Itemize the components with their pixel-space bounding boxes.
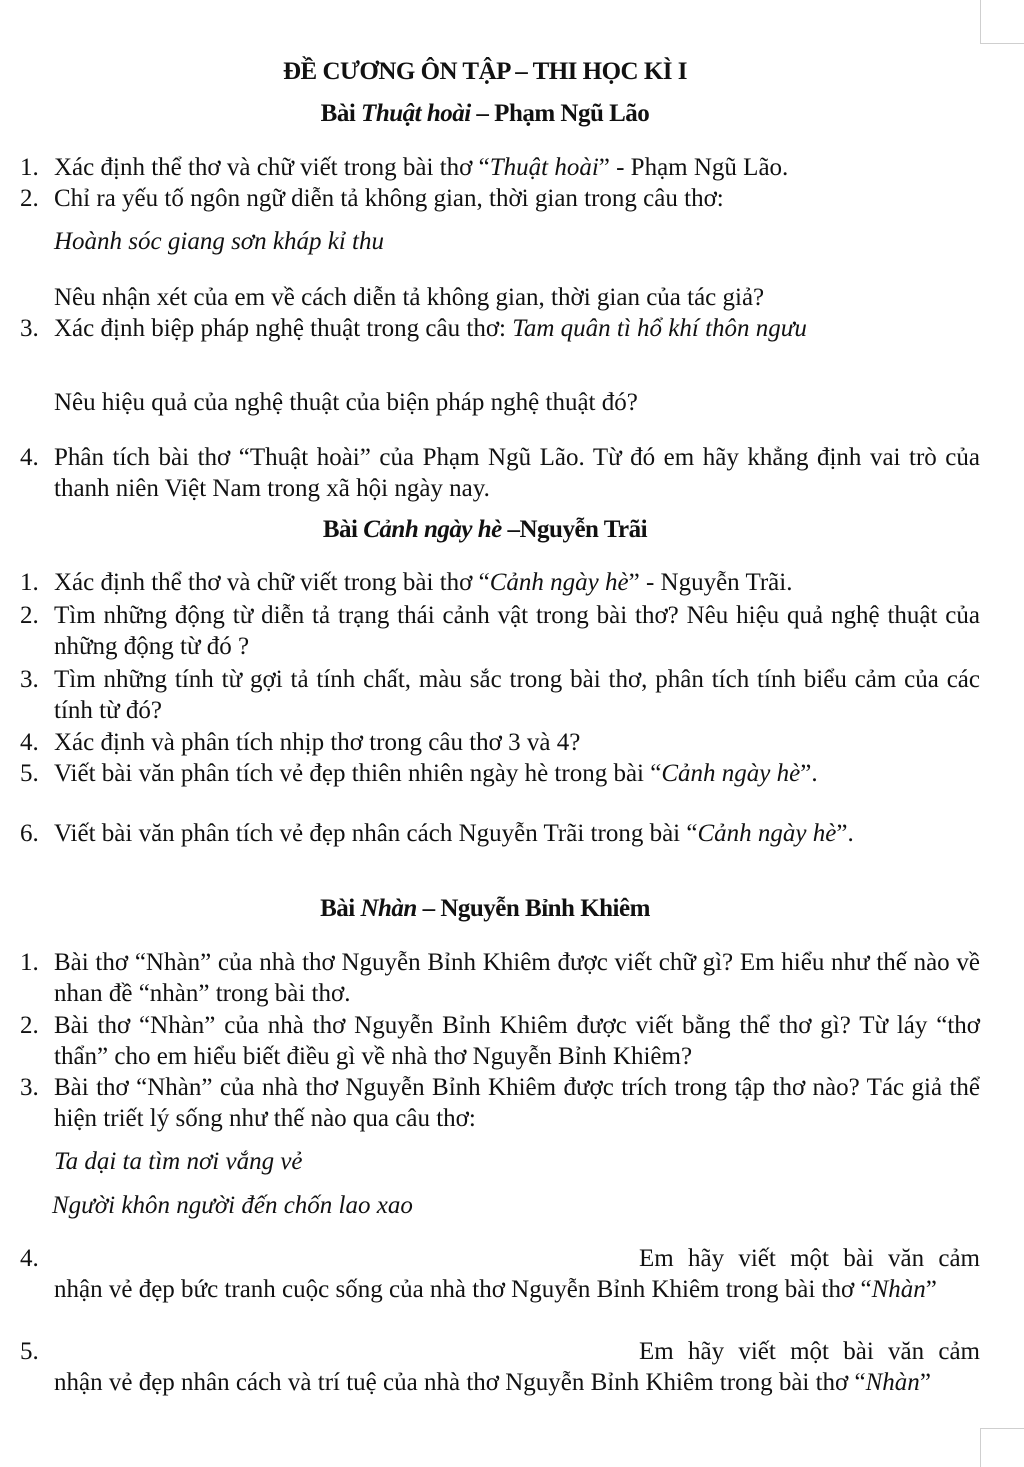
item-number: 4. — [20, 729, 39, 756]
item-text: Xác định và phân tích nhịp thơ trong câu thơ 3 và 4? — [54, 729, 581, 756]
list-item — [20, 442, 980, 504]
item-text: ” - Nguyễn Trãi. — [628, 569, 793, 596]
item-number: 4. — [20, 444, 39, 471]
item-poem-title: Cảnh ngày hè — [697, 820, 837, 847]
document-title: ĐỀ CƯƠNG ÔN TẬP – THI HỌC KÌ I — [282, 58, 688, 85]
poem-quote: Hoành sóc giang sơn kháp kỉ thu — [54, 228, 384, 255]
item-text: ” - Phạm Ngũ Lão. — [598, 154, 789, 181]
item-text: nhận vẻ đẹp bức tranh cuộc sống của nhà thơ Nguyễn Bỉnh Khiêm trong bài thơ “ — [54, 1276, 872, 1303]
item-number: 2. — [20, 1012, 39, 1039]
item-poem-title: Thuật hoài — [489, 154, 599, 181]
list-item — [20, 1072, 980, 1134]
item-poem-title: Nhàn — [865, 1369, 920, 1396]
item-text: ”. — [800, 760, 818, 787]
item-number: 1. — [20, 949, 39, 976]
heading-poem-name: Nhàn — [360, 895, 417, 922]
follow-up-question: Nêu nhận xét của em về cách diễn tả không gian, thời gian của tác giả? — [54, 284, 765, 311]
list-item — [20, 664, 980, 726]
item-text: ” — [925, 1276, 937, 1303]
item-text: Phân tích bài thơ “Thuật hoài” của Phạm Ngũ Lão. Từ đó em hãy khẳng định vai trò của thanh niên Việt Nam trong xã hội ngày nay. — [54, 444, 980, 502]
heading-prefix: Bài — [320, 100, 362, 127]
item-text: Xác định thể thơ và chữ viết trong bài thơ “ — [54, 154, 490, 181]
item-text: Bài thơ “Nhàn” của nhà thơ Nguyễn Bỉnh Khiêm được trích trong tập thơ nào? Tác giả thể hiện triết lý sống như thế nào qua câu thơ: — [54, 1074, 980, 1132]
item-text: Viết bài văn phân tích vẻ đẹp nhân cách Nguyễn Trãi trong bài “ — [54, 820, 698, 847]
heading-author: – Phạm Ngũ Lão — [470, 100, 650, 127]
item-number: 2. — [20, 185, 39, 212]
list-item — [20, 313, 980, 344]
poem-quote: Người khôn người đến chốn lao xao — [52, 1192, 413, 1219]
item-text: Tìm những động từ diễn tả trạng thái cảnh vật trong bài thơ? Nêu hiệu quả nghệ thuật của những động từ đó ? — [54, 602, 980, 660]
item-number: 4. — [20, 1245, 39, 1272]
heading-author: –Nguyễn Trãi — [501, 516, 648, 543]
follow-up-question: Nêu hiệu quả của nghệ thuật của biện pháp nghệ thuật đó? — [54, 389, 638, 416]
item-number: 1. — [20, 569, 39, 596]
list-item — [20, 600, 980, 662]
section-heading-thuat-hoai — [0, 98, 970, 130]
section-heading-nhan — [0, 893, 970, 925]
item-number: 1. — [20, 154, 39, 181]
heading-poem-name: Cảnh ngày hè — [363, 516, 502, 543]
section-heading-canh-ngay-he — [0, 514, 970, 546]
item-number: 5. — [20, 1338, 39, 1365]
item-number: 3. — [20, 1074, 39, 1101]
item-text: ”. — [836, 820, 854, 847]
item-text: Chỉ ra yếu tố ngôn ngữ diễn tả không gian, thời gian trong câu thơ: — [54, 185, 724, 212]
item-number: 3. — [20, 666, 39, 693]
item-text: Xác định biệp pháp nghệ thuật trong câu thơ: — [54, 315, 513, 342]
list-item — [20, 947, 980, 1009]
item-number: 2. — [20, 602, 39, 629]
item-text: Xác định thể thơ và chữ viết trong bài thơ “ — [54, 569, 490, 596]
list-item — [20, 1336, 980, 1398]
list-item — [20, 567, 980, 598]
heading-author: – Nguyễn Bỉnh Khiêm — [416, 895, 650, 922]
item-poem-title: Cảnh ngày hè — [489, 569, 629, 596]
item-text: Bài thơ “Nhàn” của nhà thơ Nguyễn Bỉnh Khiêm được viết chữ gì? Em hiểu như thế nào về nhan đề “nhàn” trong bài thơ. — [54, 949, 980, 1007]
heading-poem-name: Thuật hoài — [361, 100, 471, 127]
item-text: Viết bài văn phân tích vẻ đẹp thiên nhiên ngày hè trong bài “ — [54, 760, 662, 787]
item-poem-title: Cảnh ngày hè — [661, 760, 801, 787]
heading-prefix: Bài — [322, 516, 364, 543]
heading-prefix: Bài — [320, 895, 361, 922]
item-text: Bài thơ “Nhàn” của nhà thơ Nguyễn Bỉnh Khiêm được viết bằng thể thơ gì? Từ láy “thơ thẩn” cho em hiểu biết điều gì về nhà thơ Nguyễn Bỉnh Khiêm? — [54, 1012, 980, 1070]
list-item — [20, 758, 980, 789]
list-item — [20, 727, 980, 758]
item-text: Tìm những tính từ gợi tả tính chất, màu sắc trong bài thơ, phân tích tính biểu cảm của các tính từ đó? — [54, 666, 980, 724]
item-text: Em hãy viết một bài văn cảm — [639, 1245, 980, 1272]
poem-quote: Ta dại ta tìm nơi vắng vẻ — [54, 1148, 303, 1175]
list-item — [20, 1010, 980, 1072]
list-item — [20, 152, 980, 183]
item-number: 6. — [20, 820, 39, 847]
list-item — [20, 183, 980, 214]
item-number: 5. — [20, 760, 39, 787]
list-item — [20, 1243, 980, 1305]
list-item — [20, 818, 980, 849]
item-text: ” — [919, 1369, 931, 1396]
item-poem-line: Tam quân tì hổ khí thôn ngưu — [512, 315, 807, 342]
item-text: nhận vẻ đẹp nhân cách và trí tuệ của nhà thơ Nguyễn Bỉnh Khiêm trong bài thơ “ — [54, 1369, 866, 1396]
item-poem-title: Nhàn — [871, 1276, 926, 1303]
item-number: 3. — [20, 315, 39, 342]
item-text: Em hãy viết một bài văn cảm — [639, 1338, 980, 1365]
